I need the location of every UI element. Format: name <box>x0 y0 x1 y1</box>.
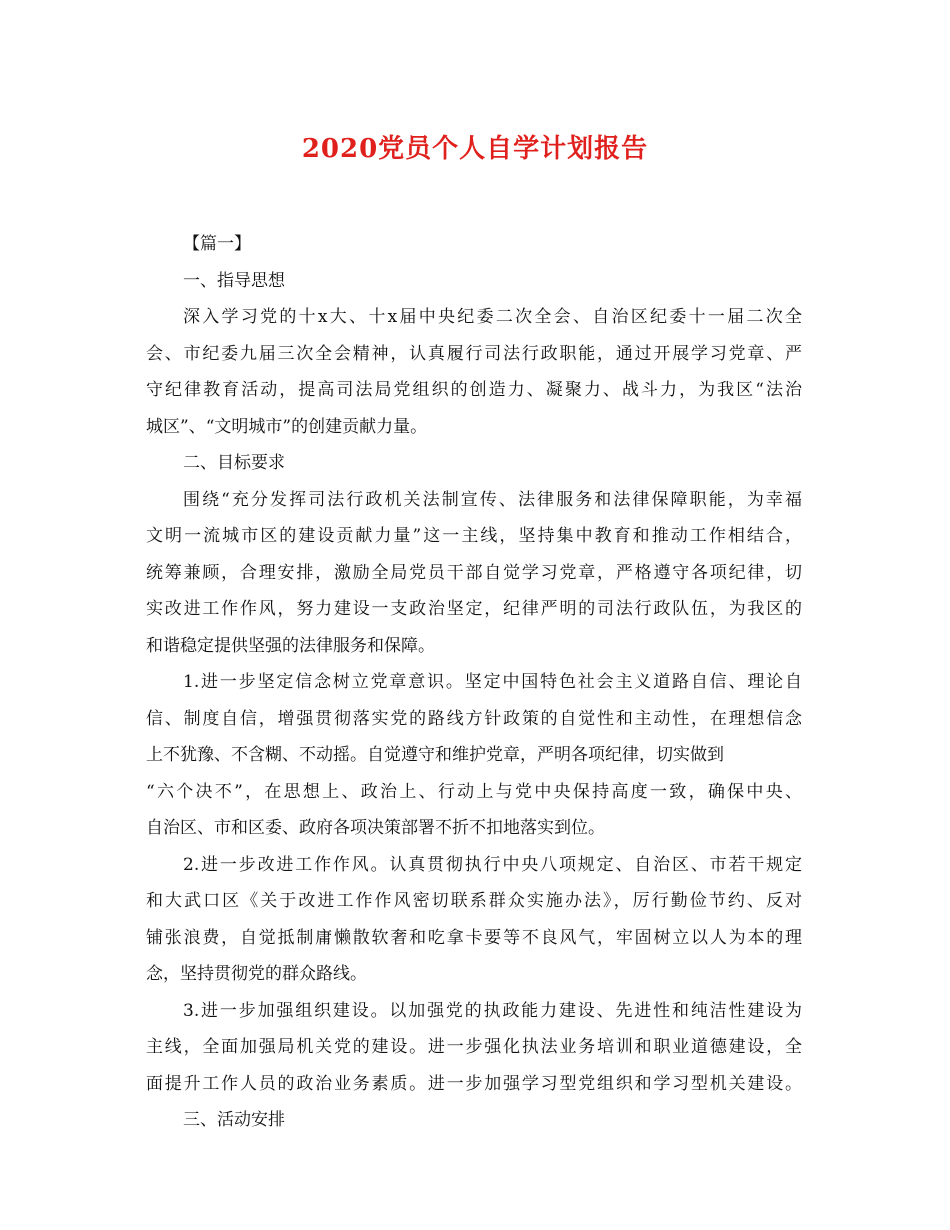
text-line: 上不犹豫、不含糊、不动摇。自觉遵守和维护党章，严明各项纪律，切实做到 <box>146 745 724 765</box>
document-title: 2020党员个人自学计划报告 <box>301 134 649 164</box>
text-line: 3.进一步加强组织建设。以加强党的执政能力建设、先进性和纯洁性建设为 <box>183 1000 802 1021</box>
text-line: 面提升工作人员的政治业务素质。进一步加强学习型党组织和学习型机关建设。 <box>146 1073 802 1094</box>
text-line: 深入学习党的十x大、十x届中央纪委二次全会、自治区纪委十一届二次全 <box>183 307 802 327</box>
text-line: 三、活动安排 <box>183 1110 285 1130</box>
text-line: 【篇一】 <box>183 234 251 254</box>
text-line: 实改进工作作风，努力建设一支政治坚定，纪律严明的司法行政队伍，为我区的 <box>146 599 802 619</box>
text-line: 统筹兼顾，合理安排，激励全局党员干部自觉学习党章，严格遵守各项纪律，切 <box>146 562 802 583</box>
text-line: 信、制度自信，增强贯彻落实党的路线方针政策的自觉性和主动性，在理想信念 <box>146 708 802 729</box>
text-line: 1.进一步坚定信念树立党章意识。坚定中国特色社会主义道路自信、理论自 <box>183 672 802 692</box>
text-line: 和大武口区《关于改进工作作风密切联系群众实施办法》，厉行勤俭节约、反对 <box>146 891 802 911</box>
text-line: 一、指导思想 <box>183 270 285 291</box>
text-line: 自治区、市和区委、政府各项决策部署不折不扣地落实到位。 <box>146 818 605 838</box>
text-line: 城区”、“文明城市”的创建贡献力量。 <box>146 416 428 437</box>
text-line: 文明一流城市区的建设贡献力量”这一主线，坚持集中教育和推动工作相结合， <box>146 526 802 546</box>
text-line: “六个决不”，在思想上、政治上、行动上与党中央保持高度一致，确保中央、 <box>146 781 802 802</box>
document-body <box>146 226 802 1139</box>
text-line: 2.进一步改进工作作风。认真贯彻执行中央八项规定、自治区、市若干规定 <box>183 854 802 875</box>
text-line: 铺张浪费，自觉抵制庸懒散软奢和吃拿卡要等不良风气，牢固树立以人为本的理 <box>146 927 802 948</box>
text-line: 和谐稳定提供坚强的法律服务和保障。 <box>146 635 435 656</box>
text-line: 念，坚持贯彻党的群众路线。 <box>146 964 367 984</box>
text-line: 主线，全面加强局机关党的建设。进一步强化执法业务培训和职业道德建设，全 <box>146 1037 802 1057</box>
text-line: 二、目标要求 <box>183 453 285 473</box>
text-line: 守纪律教育活动，提高司法局党组织的创造力、凝聚力、战斗力，为我区“法治 <box>146 380 802 400</box>
text-line: 会、市纪委九届三次全会精神，认真履行司法行政职能，通过开展学习党章、严 <box>146 343 802 364</box>
text-line: 围绕“充分发挥司法行政机关法制宣传、法律服务和法律保障职能，为幸福 <box>183 489 802 510</box>
